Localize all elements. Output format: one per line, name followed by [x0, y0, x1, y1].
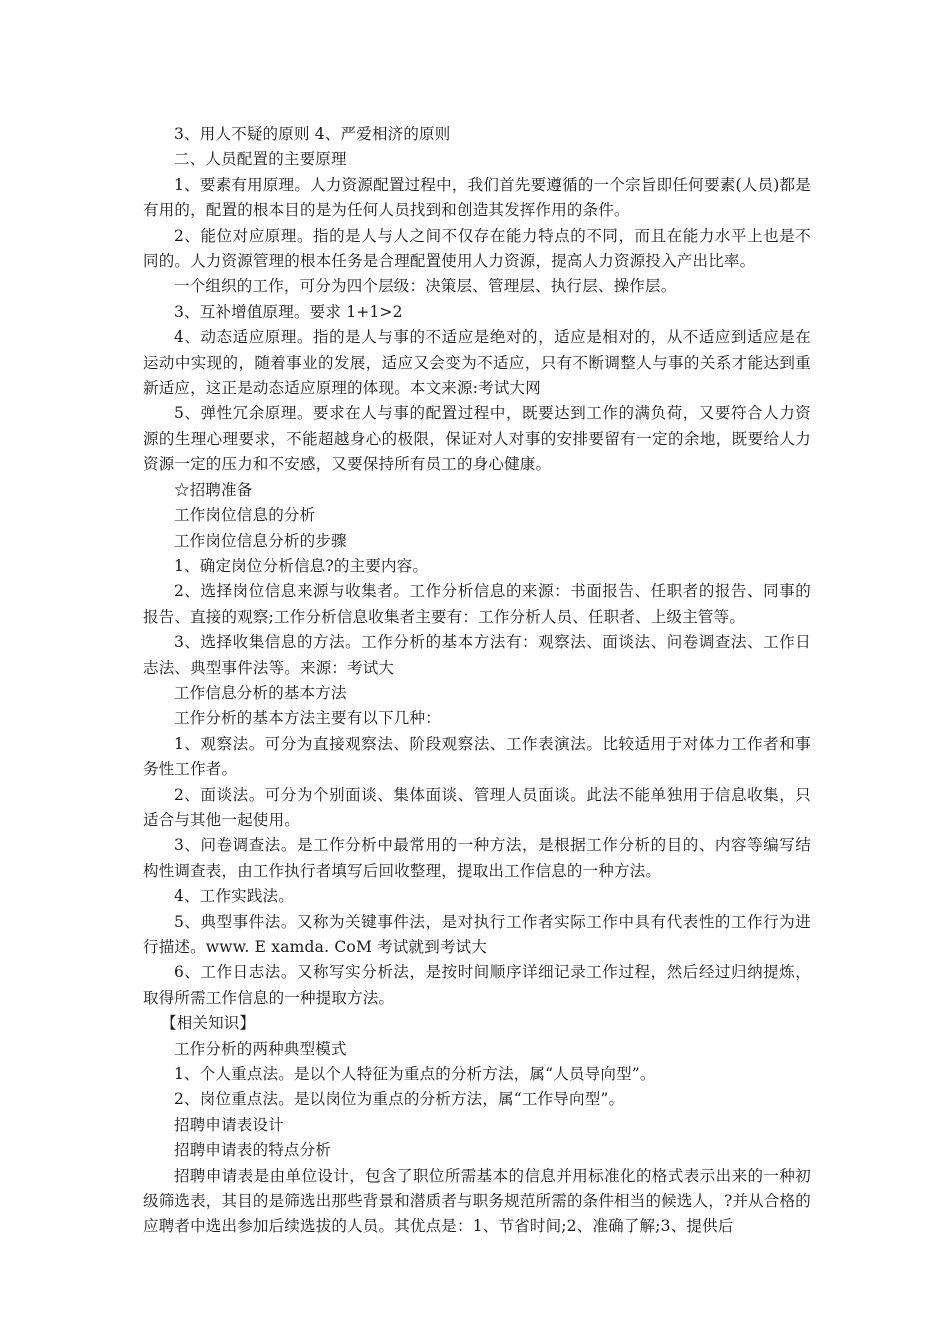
- paragraph-18: 2、面谈法。可分为个别面谈、集体面谈、管理人员面谈。此法不能单独用于信息收集，只适合与其他一起使用。: [143, 785, 811, 829]
- paragraph-19: 3、问卷调查法。是工作分析中最常用的一种方法，是根据工作分析的目的、内容等编写结构性调查表，由工作执行者填写后回收整理，提取出工作信息的一种方法。: [143, 836, 811, 880]
- paragraph-3: 1、要素有用原理。人力资源配置过程中，我们首先要遵循的一个宗旨即任何要素(人员)都是有用的，配置的根本目的是为任何人员找到和创造其发挥作用的条件。: [143, 175, 811, 220]
- paragraph-4: 2、能位对应原理。指的是人与人之间不仅存在能力特点的不同，而且在能力水平上也是不同的。人力资源管理的根本任务是合理配置使用人力资源，提高人力资源投入产出比率。: [143, 226, 811, 271]
- subheading-analysis-steps: 工作岗位信息分析的步骤: [174, 531, 347, 550]
- paragraph-17: 1、观察法。可分为直接观察法、阶段观察法、工作表演法。比较适用于对体力工作者和事务性工作者。: [143, 734, 811, 779]
- paragraph-25: 1、个人重点法。是以个人特征为重点的分析方法，属“人员导向型”。: [174, 1065, 656, 1084]
- paragraph-14: 3、选择收集信息的方法。工作分析的基本方法有：观察法、面谈法、问卷调查法、工作日志法、典型事件法等。来源：考试大: [143, 633, 811, 677]
- section-heading-staffing-principles: 二、人员配置的主要原理: [174, 150, 347, 169]
- paragraph-20: 4、工作实践法。: [174, 887, 294, 906]
- section-heading-related-knowledge: 【相关知识】: [161, 1014, 256, 1033]
- paragraph-21: 5、典型事件法。又称为关键事件法，是对执行工作者实际工作中具有代表性的工作行为进行描述。www. E xamda. CoM 考试就到考试大: [143, 912, 811, 956]
- paragraph-1: 3、用人不疑的原则 4、严爱相济的原则: [174, 125, 451, 143]
- subheading-basic-methods: 工作信息分析的基本方法: [174, 683, 347, 702]
- paragraph-26: 2、岗位重点法。是以岗位为重点的分析方法，属“工作导向型”。: [174, 1090, 625, 1109]
- paragraph-6: 3、互补增值原理。要求 1+1>2: [174, 302, 403, 321]
- subheading-application-form-design: 招聘申请表设计: [174, 1115, 284, 1134]
- paragraph-12: 1、确定岗位分析信息?的主要内容。: [174, 556, 429, 575]
- paragraph-29: 招聘申请表是由单位设计，包含了职位所需基本的信息并用标准化的格式表示出来的一种初级筛选表，其目的是筛选出那些背景和潜质者与职务规范所需的条件相当的候选人，?并从合格的应聘者中选出参加后续选拔的人员。其优点是：1、节省时间;2、准确了解;3、提供后: [143, 1166, 811, 1236]
- paragraph-5: 一个组织的工作，可分为四个层级：决策层、管理层、执行层、操作层。: [174, 277, 677, 296]
- paragraph-22: 6、工作日志法。又称写实分析法，是按时间顺序详细记录工作过程，然后经过归纳提炼，取得所需工作信息的一种提取方法。: [143, 963, 811, 1007]
- subheading-form-features: 招聘申请表的特点分析: [174, 1141, 332, 1160]
- section-heading-recruitment-prep: ☆招聘准备: [174, 480, 253, 499]
- document-body: [143, 122, 811, 1240]
- paragraph-16: 工作分析的基本方法主要有以下几种：: [174, 709, 441, 728]
- paragraph-8: 5、弹性冗余原理。要求在人与事的配置过程中，既要达到工作的满负荷，又要符合人力资源的生理心理要求，不能超越身心的极限，保证对人对事的安排要留有一定的余地，既要给人力资源一定的压力和不安感，又要保持所有员工的身心健康。: [143, 404, 811, 474]
- paragraph-13: 2、选择岗位信息来源与收集者。工作分析信息的来源：书面报告、任职者的报告、同事的报告、直接的观察;工作分析信息收集者主要有：工作分析人员、任职者、上级主管等。: [143, 582, 811, 626]
- subheading-two-models: 工作分析的两种典型模式: [174, 1039, 347, 1058]
- paragraph-7: 4、动态适应原理。指的是人与事的不适应是绝对的，适应是相对的，从不适应到适应是在运动中实现的，随着事业的发展，适应又会变为不适应，只有不断调整人与事的关系才能达到重新适应，这正是动态适应原理的体现。本文来源:考试大网: [143, 328, 811, 398]
- subheading-job-info-analysis: 工作岗位信息的分析: [174, 506, 316, 525]
